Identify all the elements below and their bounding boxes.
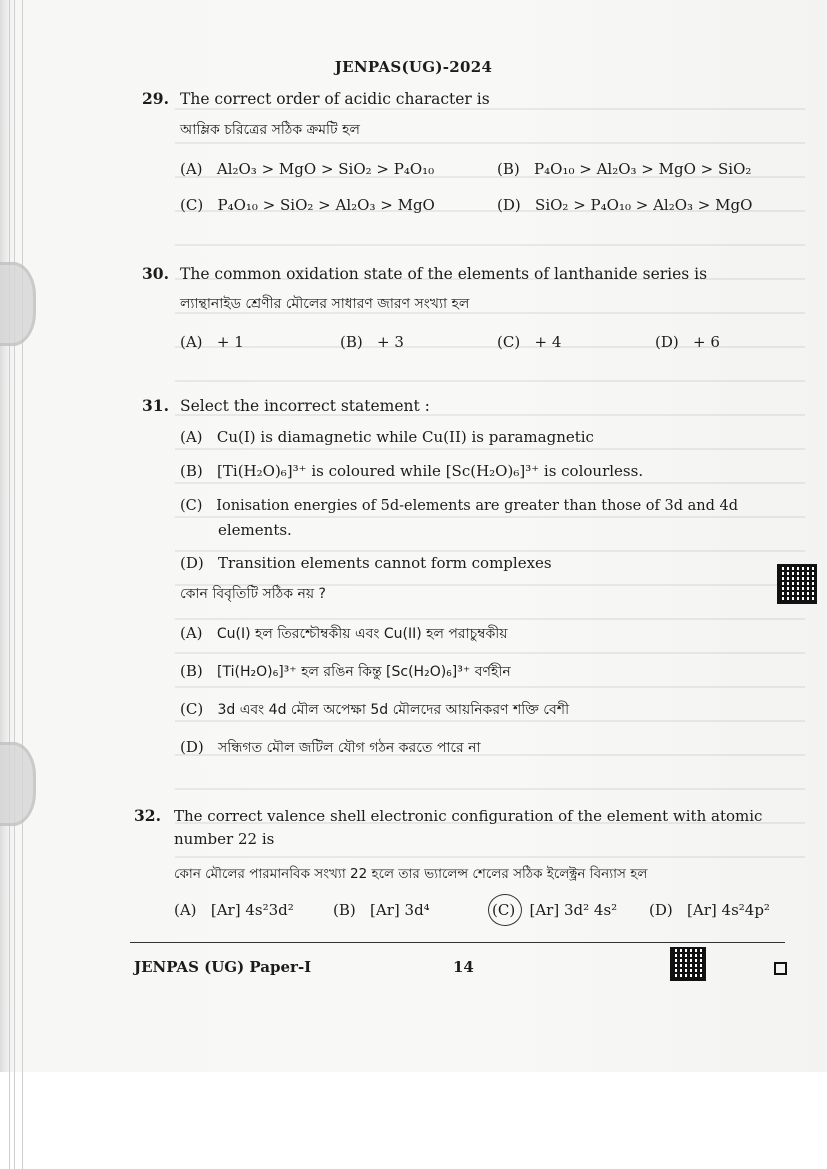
option-text: Al₂O₃ > MgO > SiO₂ > P₄O₁₀ <box>216 160 435 178</box>
option-text: [Ti(H₂O)₆]³⁺ is coloured while [Sc(H₂O)₆]³⁺ is colourless. <box>217 462 644 480</box>
option-label: (D) <box>655 333 679 351</box>
option-label: (C) <box>497 333 521 351</box>
question-32-text-en-line1: The correct valence shell electronic configuration of the element with atomic <box>174 807 763 825</box>
option-label: (D) <box>180 738 204 756</box>
option-text: [Ti(H₂O)₆]³⁺ হল রঙিন কিন্তু [Sc(H₂O)₆]³⁺ বর্ণহীন <box>217 664 511 680</box>
q29-option-c <box>180 196 435 214</box>
q32-option-d <box>649 901 770 919</box>
option-text: 3d এবং 4d মৌল অপেক্ষা 5d মৌলদের আয়নিকরণ শক্তি বেশী <box>217 702 570 718</box>
question-30-number: 30. <box>142 264 169 283</box>
paper-edge-line <box>9 0 10 1169</box>
side-seal-graphic <box>0 262 36 346</box>
option-text: [Ar] 4s²4p² <box>687 901 770 919</box>
option-text: P₄O₁₀ > SiO₂ > Al₂O₃ > MgO <box>217 196 435 214</box>
q29-option-d <box>497 196 752 214</box>
option-label: (A) <box>174 901 197 919</box>
option-label: (D) <box>497 196 521 214</box>
option-label: (C) <box>492 901 516 919</box>
option-label: (B) <box>180 462 203 480</box>
paper-edge-line <box>22 0 23 1169</box>
question-29-number: 29. <box>142 89 169 108</box>
q31-option-d-bn <box>180 736 481 760</box>
option-text: Transition elements cannot form complexes <box>218 554 552 572</box>
option-label: (B) <box>340 333 363 351</box>
q29-option-b <box>497 160 751 178</box>
option-text: + 4 <box>534 333 562 351</box>
question-30-text-bn: ল্যান্থানাইড শ্রেণীর মৌলের সাধারণ জারণ সংখ্যা হল <box>180 296 470 312</box>
question-32-number: 32. <box>134 806 161 825</box>
option-text: P₄O₁₀ > Al₂O₃ > MgO > SiO₂ <box>534 160 752 178</box>
q31-option-c-bn <box>180 698 569 722</box>
option-text: + 3 <box>377 333 404 351</box>
q30-option-d <box>655 333 720 351</box>
exam-header-title: JENPAS(UG)-2024 <box>334 58 493 76</box>
option-text: [Ar] 3d² 4s² <box>529 901 618 919</box>
q31-option-b-bn <box>180 660 511 684</box>
footer-divider <box>130 942 785 943</box>
option-label: (B) <box>180 662 203 680</box>
option-label: (D) <box>649 901 673 919</box>
option-text: SiO₂ > P₄O₁₀ > Al₂O₃ > MgO <box>535 196 753 214</box>
page-lower-margin <box>0 1072 827 1169</box>
paper-edge-line <box>14 0 15 1169</box>
question-32-text-en-line2: number 22 is <box>174 830 275 848</box>
q31-option-d-en <box>180 554 552 572</box>
option-label: (B) <box>333 901 356 919</box>
option-label: (A) <box>180 333 203 351</box>
q31-option-b-en <box>180 462 643 480</box>
footer-paper-name: JENPAS (UG) Paper-I <box>134 958 312 976</box>
option-text: Cu(I) is diamagnetic while Cu(II) is paramagnetic <box>216 428 594 446</box>
option-label: (C) <box>180 196 204 214</box>
option-label: (A) <box>180 624 203 642</box>
option-text: [Ar] 3d⁴ <box>370 901 430 919</box>
option-label: (C) <box>180 700 204 718</box>
footer-page-number: 14 <box>453 958 474 976</box>
q31-option-a-en <box>180 428 594 446</box>
option-label: (A) <box>180 428 203 446</box>
question-31-text-bn: কোন বিবৃতিটি সঠিক নয় ? <box>180 586 326 602</box>
option-label: (A) <box>180 160 203 178</box>
option-text: সন্ধিগত মৌল জটিল যৌগ গঠন করতে পারে না <box>218 740 481 756</box>
q32-option-a <box>174 901 294 919</box>
q32-option-c <box>492 901 617 919</box>
q31-option-a-bn <box>180 622 508 646</box>
question-29-text-en: The correct order of acidic character is <box>180 90 490 108</box>
option-text: Ionisation energies of 5d-elements are greater than those of 3d and 4d <box>216 498 738 514</box>
question-29-text-bn: আম্লিক চরিত্রের সঠিক ক্রমটি হল <box>180 122 360 138</box>
option-label: (D) <box>180 554 204 572</box>
square-icon <box>774 962 787 975</box>
qr-code-icon <box>777 564 817 604</box>
footer-qr-code-icon <box>670 947 706 981</box>
q29-option-a <box>180 160 434 178</box>
option-label: (C) <box>180 498 203 514</box>
question-32-text-bn: কোন মৌলের পারমানবিক সংখ্যা 22 হলে তার ভ্যালেন্স শেলের সঠিক ইলেক্ট্রন বিন্যাস হল <box>174 866 648 882</box>
option-text: + 6 <box>693 333 720 351</box>
q31-option-c-en-line2: elements. <box>218 521 292 539</box>
q31-option-c-en <box>180 498 738 514</box>
question-31-text-en: Select the incorrect statement : <box>180 397 430 415</box>
question-31-number: 31. <box>142 396 169 415</box>
q30-option-c <box>497 333 561 351</box>
q30-option-a <box>180 333 244 351</box>
side-seal-graphic <box>0 742 36 826</box>
q30-option-b <box>340 333 404 351</box>
option-text: Cu(I) হল তিরশ্চৌম্বকীয় এবং Cu(II) হল পরাচুম্বকীয় <box>216 626 508 642</box>
q32-option-b <box>333 901 430 919</box>
option-text: [Ar] 4s²3d² <box>210 901 294 919</box>
question-30-text-en: The common oxidation state of the elements of lanthanide series is <box>180 265 708 283</box>
option-text: + 1 <box>216 333 244 351</box>
option-label: (B) <box>497 160 520 178</box>
